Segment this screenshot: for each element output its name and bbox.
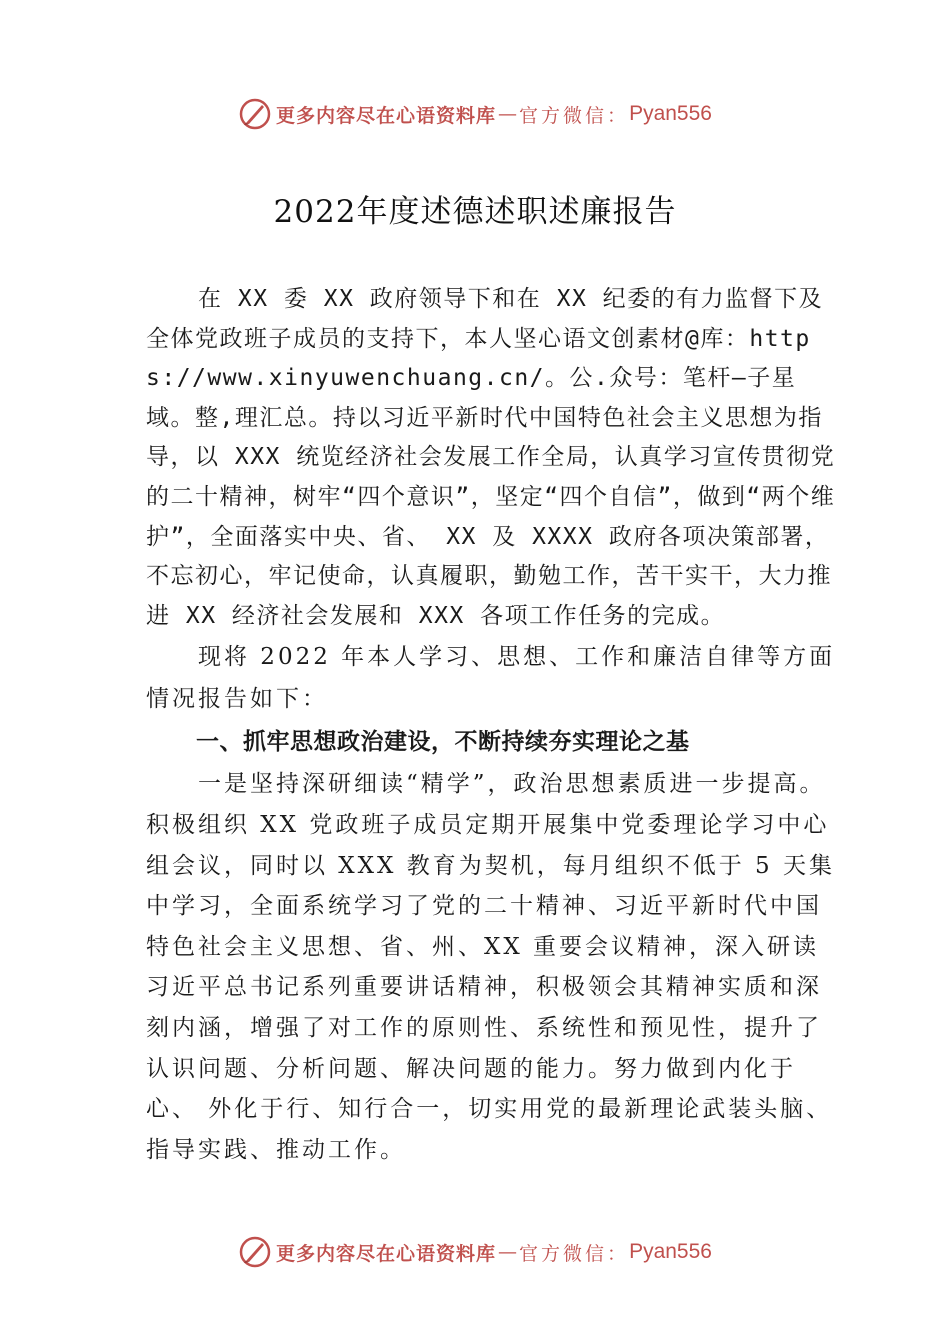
banner-wechat-label: 官方微信： xyxy=(519,1242,630,1265)
section-heading-1: 一、抓牢思想政治建设，不断持续夯实理论之基 xyxy=(196,729,690,756)
paragraph-report-intro: 现将 2022 年本人学习、思想、工作和廉洁自律等方面情况报告如下： xyxy=(146,644,836,713)
banner-wechat-id: Pyan556 xyxy=(629,102,712,125)
quill-logo-icon xyxy=(238,1235,272,1269)
header-banner xyxy=(0,94,950,134)
quill-logo-icon xyxy=(238,97,272,131)
footer-banner xyxy=(0,1232,950,1272)
paragraph-intro: 在 XX 委 XX 政府领导下和在 XX 纪委的有力监督下及全体党政班子成员的支持下，本人坚心语文创素材@库：https://www.xinyuwenchuang.cn/。公.众号：笔杆—子星域。整,理汇总。持以习近平新时代中国特色社会主义思想为指导，以 XXX 统览经济社会发展工作全局，认真学习宣传贯彻党的二十精神，树牢“四个意识”，坚定“四个自信”，做到“两个维护”，全面落实中央、省、 XX 及 XXXX 政府各项决策部署，不忘初心，牢记使命，认真履职，勤勉工作，苦干实干，大力推进 XX 经济社会发展和 XXX 各项工作任务的完成。 xyxy=(146,286,836,629)
banner-wechat-id: Pyan556 xyxy=(629,1240,712,1263)
banner-wechat-label: 官方微信： xyxy=(519,104,630,127)
paragraph-section-1: 一是坚持深研细读“精学”，政治思想素质进一步提高。积极组织 XX 党政班子成员定期开展集中党委理论学习中心组会议，同时以 XXX 教育为契机，每月组织不低于 5 天集中学习，全面系统学习了党的二十精神、习近平新时代中国特色社会主义思想、省、州、XX 重要会议精神，深入研读习近平总书记系列重要讲话精神，积极领会其精神实质和深刻内涵，增强了对工作的原则性、系统性和预见性，提升了认识问题、分析问题、解决问题的能力。努力做到内化于心、 外化于行、知行合一，切实用党的最新理论武装头脑、指导实践、推动工作。 xyxy=(146,771,835,1163)
document-body xyxy=(146,280,836,1170)
banner-brand: 更多内容尽在心语资料库 xyxy=(276,1242,497,1265)
banner-separator: — xyxy=(498,103,518,125)
banner-separator: — xyxy=(498,1241,518,1263)
banner-brand: 更多内容尽在心语资料库 xyxy=(276,104,497,127)
document-title: 2022年度述德述职述廉报告 xyxy=(273,194,677,230)
